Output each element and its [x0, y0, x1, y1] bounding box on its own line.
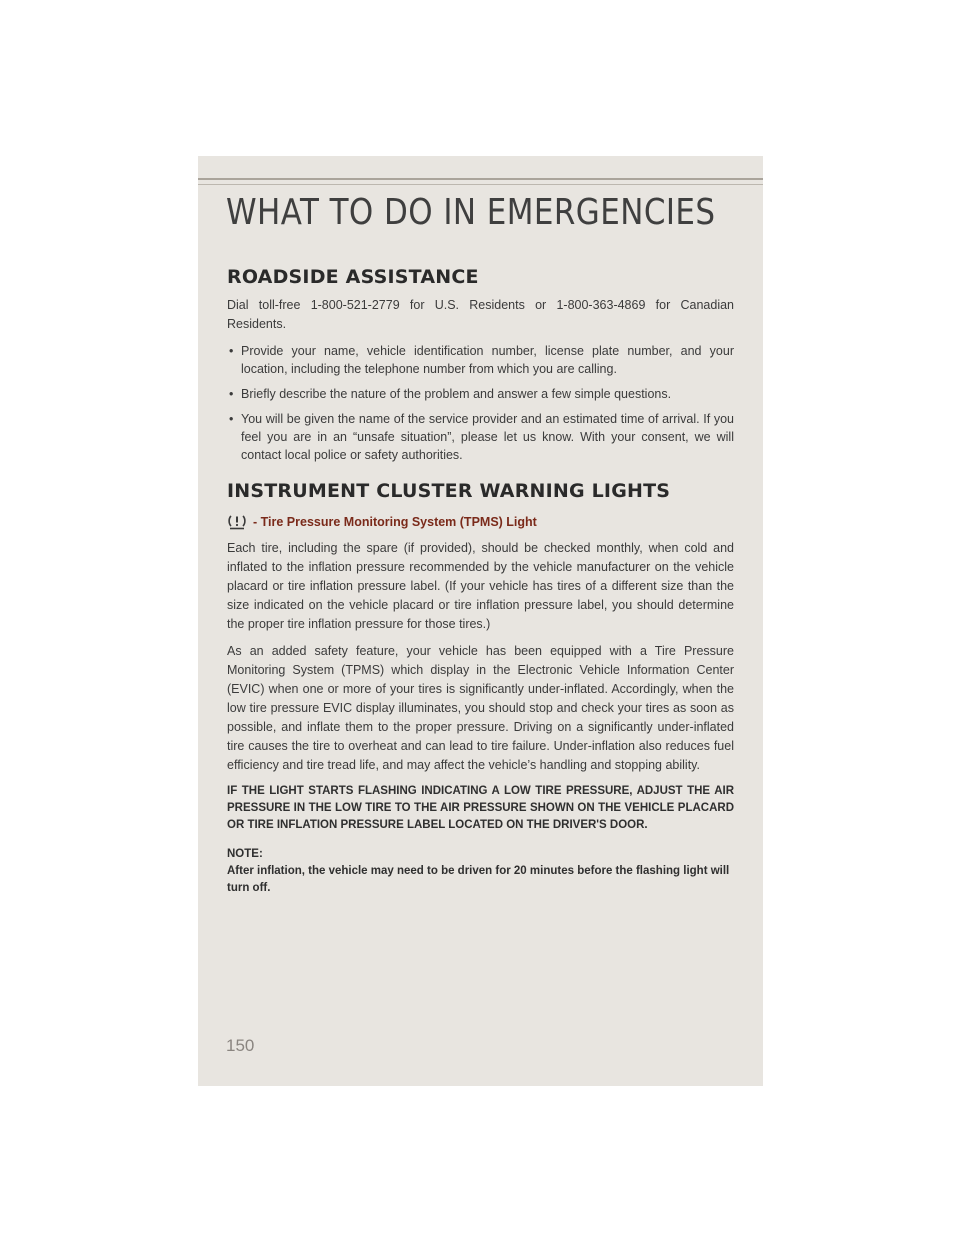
- bullet-text: Briefly describe the nature of the problem and answer a few simple questions.: [241, 387, 672, 401]
- tpms-subheading: [227, 514, 734, 530]
- tpms-paragraph-1: Each tire, including the spare (if provided), should be checked monthly, when cold and inflated to the inflation pressure recommended by the vehicle manufacturer on the vehicle placard or tire inflation pressure label. (If your vehicle has tires of a different size than the size indicated on the vehicle placard or tire inflation pressure label, you should determine the proper tire inflation pressure for those tires.): [227, 541, 734, 631]
- chapter-title: WHAT TO DO IN EMERGENCIES: [226, 192, 716, 233]
- tpms-caution: IF THE LIGHT STARTS FLASHING INDICATING A LOW TIRE PRESSURE, ADJUST THE AIR PRESSURE IN THE LOW TIRE TO THE AIR PRESSURE SHOWN ON THE VEHICLE PLACARD OR TIRE INFLATION PRESSURE LABEL LOCATED ON THE DRIVER'S DOOR.: [227, 785, 734, 831]
- header-rule-bottom: [198, 184, 763, 185]
- page-number: 150: [226, 1036, 255, 1055]
- bullet-symbol: •: [229, 344, 234, 358]
- bullet-text: Provide your name, vehicle identification number, license plate number, and your location, including the telephone number from which you are calling.: [241, 344, 734, 376]
- note-label: NOTE:: [227, 848, 263, 860]
- tpms-subheading-text: - Tire Pressure Monitoring System (TPMS) Light: [253, 515, 537, 529]
- tpms-paragraph-2: As an added safety feature, your vehicle has been equipped with a Tire Pressure Monitoring System (TPMS) which display in the Electronic Vehicle Information Center (EVIC) when one or more of your tires is significantly under-inflated. Accordingly, when the low tire pressure EVIC display illuminates, you should stop and check your tires as soon as possible, and inflate them to the proper pressure. Driving on a significantly under-inflated tire causes the tire to overheat and can lead to tire failure. Under-inflation also reduces fuel efficiency and tire tread life, and may affect the vehicle’s handling and stopping ability.: [227, 644, 734, 772]
- note-text: After inflation, the vehicle may need to be driven for 20 minutes before the flashing light will turn off.: [227, 865, 730, 894]
- header-rule-top: [198, 178, 763, 180]
- roadside-intro: Dial toll-free 1-800-521-2779 for U.S. Residents or 1-800-363-4869 for Canadian Residents.: [227, 298, 734, 331]
- roadside-bullet-list: [227, 342, 734, 464]
- bullet-symbol: •: [229, 387, 234, 401]
- manual-page: [198, 156, 763, 1086]
- list-item: [227, 385, 734, 403]
- roadside-heading: ROADSIDE ASSISTANCE: [227, 266, 479, 288]
- tire-pressure-warning-icon: [227, 514, 247, 530]
- list-item: [227, 410, 734, 464]
- page-content: [227, 266, 734, 897]
- list-item: [227, 342, 734, 378]
- bullet-symbol: •: [229, 412, 234, 426]
- bullet-text: You will be given the name of the service provider and an estimated time of arrival. If you feel you are in an “unsafe situation”, please let us know. With your consent, we will contact local police or safety authorities.: [241, 412, 734, 462]
- warning-lights-heading: INSTRUMENT CLUSTER WARNING LIGHTS: [227, 480, 671, 502]
